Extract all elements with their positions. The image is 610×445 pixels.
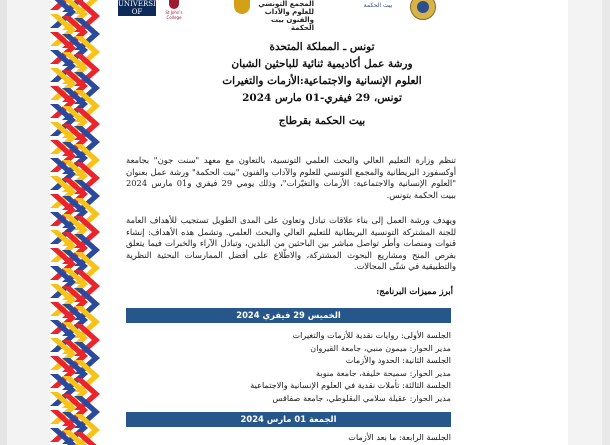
- day1-moderator-line: مدير الحوار: ميمون منبي، جامعة القيروان: [310, 342, 451, 353]
- day1-session-line: الجلسة الثانية: الحدود والأزمات: [345, 355, 451, 365]
- program-heading: أبرز مميزات البرنامج:: [376, 287, 453, 297]
- goals-paragraph: ويهدف ورشة العمل إلى بناء علاقات تبادل وتعاون على المدى الطويل تستجيب للأهداف العامة للجنة المشتركة التونسية البريطانية للتعليم العالي والبحث العلمي. وتشمل هذه الأهداف: إنشاء قنوات ومنصات وأطر تواصل مباشر بين الباحثين من البلدين، وتبادل الآراء والخبرات فيما يتعلق بفرص المنح ومشاريع البحوث المشتركة، والاطّلاع على أفضل الممارسات البحثية النظرية والتطبيقية في شتّى المجالات.: [126, 215, 456, 272]
- st-johns-college-logo: [160, 0, 188, 20]
- st-johns-shield-icon: [169, 0, 179, 9]
- academy-logo-text: المجمع التونسي للعلوم والآداب والفنون بيت الحكمة: [258, 0, 314, 32]
- day1-session-line: الجلسة الثالثة: تأملات نقدية في العلوم الإنسانية والاجتماعية: [250, 380, 451, 390]
- day1-session-line: الجلسة الأولى: روايات نقدية للأزمات والتغيرات: [292, 330, 451, 340]
- day1-moderator-line: مدير الحوار: عقيلة سلامي البقلوطي، جامعة صفاقس: [272, 392, 451, 403]
- oxford-logo-top: UNIVERSITY OF: [118, 0, 166, 16]
- beit-al-hikma-logo-text: بيت الحكمة: [363, 2, 393, 9]
- title-line-1: تونس ـ المملكة المتحدة: [269, 41, 375, 53]
- day1-moderator-line: مدير الحوار: سميحة خليفة، جامعة منوبة: [316, 367, 451, 378]
- venue: بيت الحكمة بقرطاج: [278, 115, 366, 127]
- oxford-logo-main: OXFORD: [118, 15, 161, 25]
- intro-paragraph: تنظم وزارة التعليم العالي والبحث العلمي التونسية، بالتعاون مع معهد "سنت جون" بجامعة أوكسفورد البريطانية والمجمع التونسي للعلوم والآداب والفنون "بيت الحكمة" ورشة عمل بعنوان "العلوم الإنسانية والاجتماعية: الأزمات والتغيّرات"، وذلك يومي 29 فيفري و01 مارس 2024 ببيت الحكمة بتونس.: [126, 155, 457, 200]
- academy-emblem-icon: [234, 0, 250, 14]
- day-2-sessions: [126, 431, 451, 444]
- beit-al-hikma-logo: [356, 0, 452, 18]
- title-line-4: تونس، 29 فيفري-01 مارس 2024: [242, 92, 402, 104]
- day-1-sessions: [126, 329, 451, 404]
- oxford-logo: [118, 0, 166, 25]
- day2-session-line: الجلسة الرابعة: ما بعد الأزمات: [348, 432, 451, 442]
- st-johns-logo-caption: St John's College: [165, 10, 183, 20]
- title-block: [170, 39, 474, 130]
- day-2-band: الجمعة 01 مارس 2024: [126, 412, 451, 427]
- tunisian-academy-logo: [234, 0, 314, 32]
- title-line-3: العلوم الإنسانية والاجتماعية:الأزمات والتغيرات: [222, 75, 422, 87]
- beit-al-hikma-seal-icon: [410, 0, 436, 20]
- decorative-chevron-band: [50, 0, 124, 445]
- title-line-2: ورشة عمل أكاديمية ثنائية للباحثين الشبان: [231, 58, 413, 70]
- document-page[interactable]: [50, 0, 568, 445]
- day-1-band: الخميس 29 فيفري 2024: [126, 308, 451, 323]
